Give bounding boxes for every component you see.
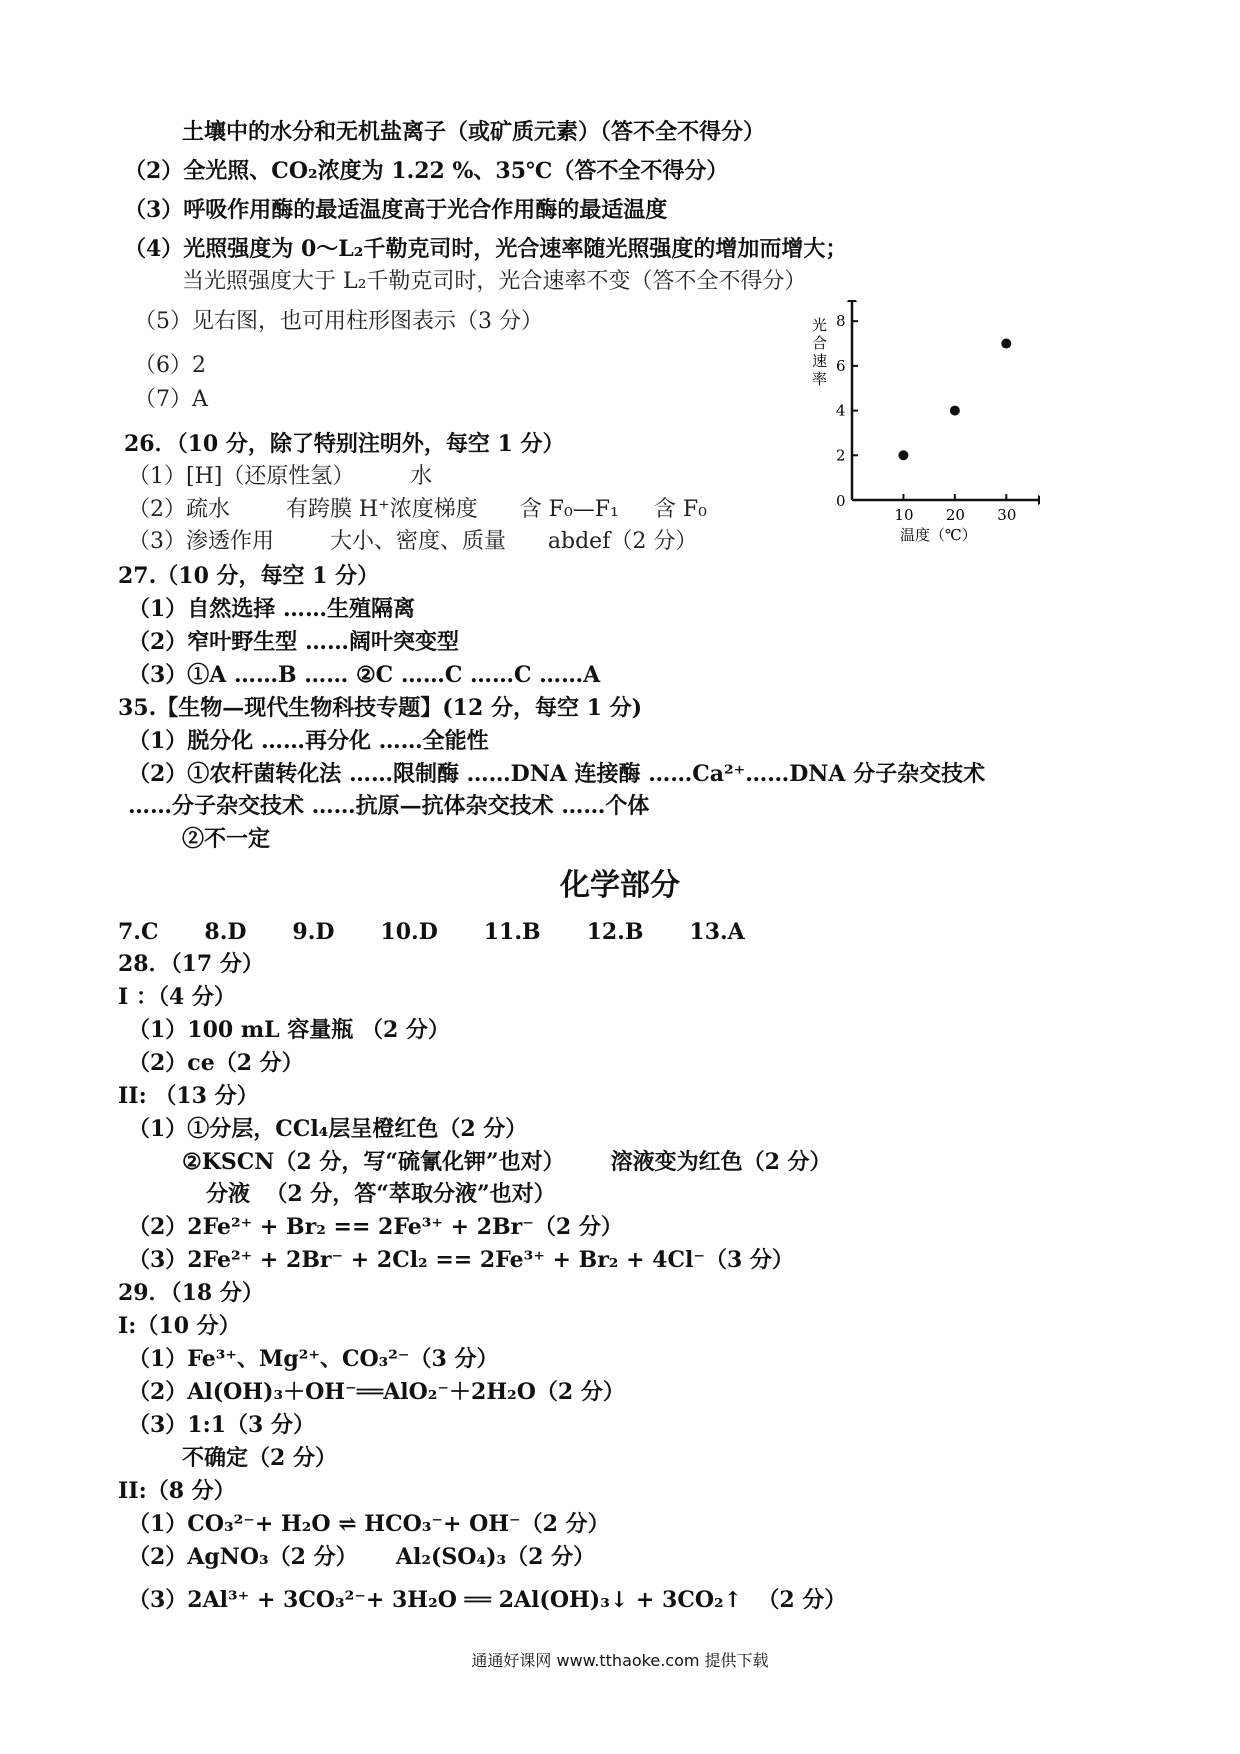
q29-line-4: 不确定（2 分） <box>182 1445 337 1471</box>
q26-header: 26．（10 分，除了特别注明外，每空 1 分） <box>124 431 565 457</box>
q28-line-3: （1）①分层，CCl₄层呈橙红色（2 分） <box>128 1116 528 1142</box>
data-point <box>898 450 908 460</box>
q35-line-2: （2）①农杆菌转化法 ……限制酶 ……DNA 连接酶 ……Ca²⁺……DNA 分子杂交技术 <box>128 761 986 787</box>
q29-part1-header: I:（10 分） <box>118 1313 241 1339</box>
answer-line-8: （7）A <box>134 387 208 412</box>
footer-text: 通通好课网 www.tthaoke.com 提供下载 <box>471 1651 769 1670</box>
q35-line-3: ……分子杂交技术 ……抗原—抗体杂交技术 ……个体 <box>128 793 650 819</box>
photosynthesis-rate-chart <box>800 300 1040 550</box>
q35-line-1: （1）脱分化 ……再分化 ……全能性 <box>128 728 489 754</box>
q29-line-3: （3）1:1（3 分） <box>128 1412 316 1438</box>
q28-line-2: （2）ce（2 分） <box>128 1050 304 1076</box>
q27-header: 27.（10 分，每空 1 分） <box>118 563 380 589</box>
q28-part1-header: I ：（4 分） <box>118 984 236 1010</box>
data-point <box>950 406 960 416</box>
q29-line-5: （1）CO₃²⁻+ H₂O ⇌ HCO₃⁻+ OH⁻（2 分） <box>128 1511 610 1537</box>
q26-line-2: （2）疏水 有跨膜 H⁺浓度梯度 含 F₀—F₁ 含 F₀ <box>128 497 707 522</box>
q27-line-2: （2）窄叶野生型 ……阔叶突变型 <box>128 629 459 655</box>
q29-part2-header: II:（8 分） <box>118 1478 236 1504</box>
answer-line-3: （3）呼吸作用酶的最适温度高于光合作用酶的最适温度 <box>124 197 668 223</box>
answer-line-6: （5）见右图，也可用柱形图表示（3 分） <box>134 309 543 334</box>
answer-line-5: 当光照强度大于 L₂千勒克司时，光合速率不变（答不全不得分） <box>182 269 807 294</box>
q28-header: 28．（17 分） <box>118 951 264 977</box>
y-tick-label: 8 <box>836 312 846 331</box>
q28-line-5: 分液 （2 分，答“萃取分液”也对） <box>206 1181 556 1207</box>
data-point <box>1001 339 1011 349</box>
answer-line-1: 土壤中的水分和无机盐离子（或矿质元素）（答不全不得分） <box>182 119 766 145</box>
q29-line-7: （3）2Al³⁺ + 3CO₃²⁻+ 3H₂O ══ 2Al(OH)₃↓ + 3CO₂↑ （2 分） <box>128 1587 847 1613</box>
q28-part2-header: II: （13 分） <box>118 1083 259 1109</box>
q29-line-1: （1）Fe³⁺、Mg²⁺、CO₃²⁻（3 分） <box>128 1346 499 1372</box>
x-tick-label: 20 <box>945 506 965 524</box>
x-axis-arrow <box>1038 495 1040 505</box>
y-axis-label: 光合速率 <box>812 316 828 388</box>
q35-line-4: ②不一定 <box>182 826 271 852</box>
y-tick-label: 4 <box>836 401 846 420</box>
q26-line-3: （3）渗透作用 大小、密度、质量 abdef（2 分） <box>128 529 698 554</box>
answer-line-4: （4）光照强度为 0～L₂千勒克司时，光合速率随光照强度的增加而增大； <box>124 236 848 262</box>
answer-line-2: （2）全光照、CO₂浓度为 1.22 %、35℃（答不全不得分） <box>124 158 729 184</box>
q28-line-7: （3）2Fe²⁺ + 2Br⁻ + 2Cl₂ == 2Fe³⁺ + Br₂ + 4Cl⁻（3 分） <box>128 1247 794 1273</box>
q26-line-1: （1）[H]（还原性氢） 水 <box>128 464 433 489</box>
q27-line-3: （3）①A ……B …… ②C ……C ……C ……A <box>128 662 601 688</box>
q27-line-1: （1）自然选择 ……生殖隔离 <box>128 596 415 622</box>
q28-line-1: （1）100 mL 容量瓶 （2 分） <box>128 1017 450 1043</box>
q29-line-6: （2）AgNO₃（2 分） Al₂(SO₄)₃（2 分） <box>128 1544 596 1570</box>
q29-line-2: （2）Al(OH)₃＋OH⁻══AlO₂⁻＋2H₂O（2 分） <box>128 1379 625 1405</box>
x-tick-label: 30 <box>997 506 1017 524</box>
q35-header: 35.【生物—现代生物科技专题】(12 分，每空 1 分) <box>118 695 642 721</box>
mc-answers: 7.C 8.D 9.D 10.D 11.B 12.B 13.A <box>118 919 745 945</box>
answer-line-7: （6）2 <box>134 353 206 378</box>
origin-label: 0 <box>836 492 846 510</box>
x-tick-label: 10 <box>894 506 914 524</box>
q29-header: 29．（18 分） <box>118 1280 264 1306</box>
q28-line-4: ②KSCN（2 分，写“硫氰化钾”也对） 溶液变为红色（2 分） <box>182 1149 832 1175</box>
y-axis-arrow <box>847 300 857 302</box>
q28-line-6: （2）2Fe²⁺ + Br₂ == 2Fe³⁺ + 2Br⁻（2 分） <box>128 1214 623 1240</box>
y-tick-label: 6 <box>836 356 846 375</box>
x-axis-label: 温度（℃） <box>900 526 977 544</box>
section-title: 化学部分 <box>560 868 680 903</box>
y-tick-label: 2 <box>836 446 846 465</box>
